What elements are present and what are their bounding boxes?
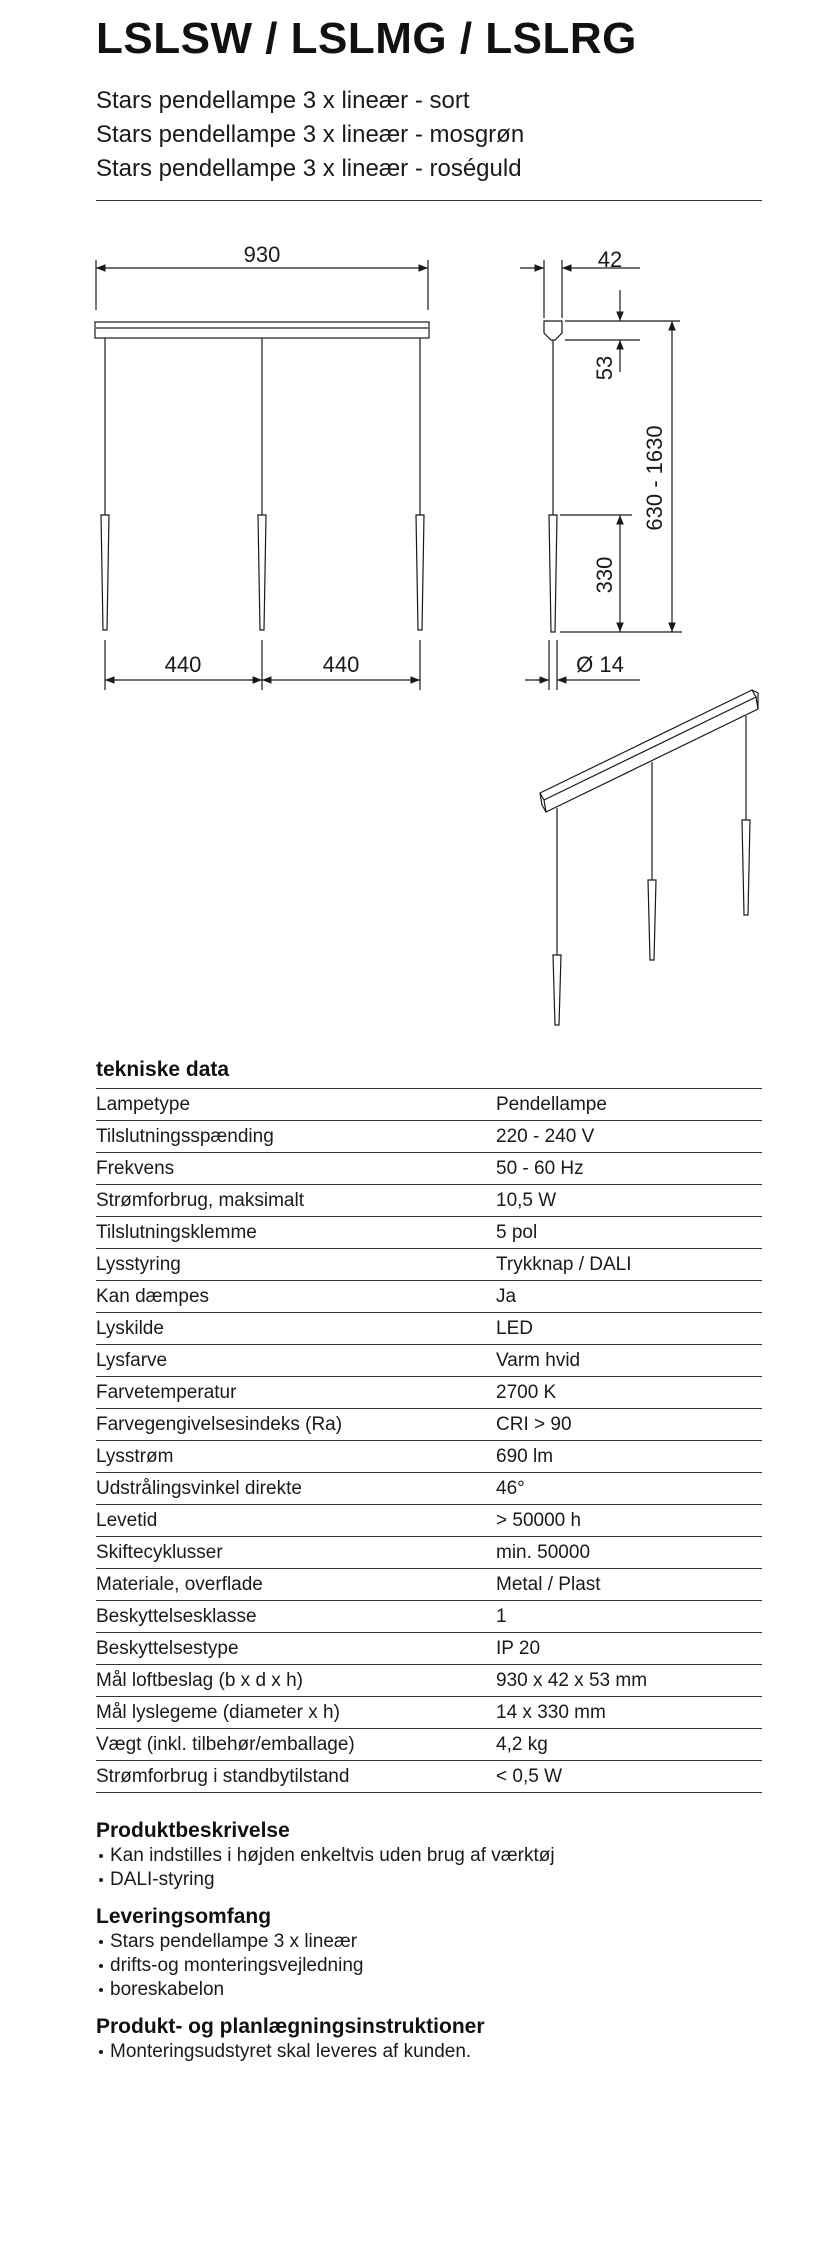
list-item: Kan indstilles i højden enkeltvis uden brug af værktøj bbox=[96, 1844, 555, 1868]
table-row bbox=[96, 1377, 762, 1409]
spec-value: < 0,5 W bbox=[496, 1765, 562, 1787]
spec-label: Lysfarve bbox=[96, 1349, 168, 1371]
pendant-body bbox=[416, 515, 424, 630]
spec-value: 46° bbox=[496, 1477, 525, 1499]
delivery-heading: Leveringsomfang bbox=[96, 1905, 272, 1928]
pendant-body bbox=[742, 820, 750, 915]
spec-label: Udstrålingsvinkel direkte bbox=[96, 1477, 302, 1499]
table-row bbox=[96, 1153, 762, 1185]
table-row bbox=[96, 1601, 762, 1633]
pendant-body bbox=[101, 515, 109, 630]
spec-label: Frekvens bbox=[96, 1157, 175, 1179]
list-item: Monteringsudstyret skal leveres af kunden. bbox=[96, 2040, 485, 2064]
page-title: LSLSW / LSLMG / LSLRG bbox=[96, 14, 637, 63]
spec-value: CRI > 90 bbox=[496, 1413, 572, 1435]
spec-value: IP 20 bbox=[496, 1637, 541, 1659]
tech-data-heading: tekniske data bbox=[96, 1058, 230, 1081]
spec-value: min. 50000 bbox=[496, 1541, 591, 1563]
subtitle-rose-gold: Stars pendellampe 3 x lineær - roséguld bbox=[96, 155, 522, 182]
spec-value: Varm hvid bbox=[496, 1349, 581, 1371]
spec-label: Vægt (inkl. tilbehør/emballage) bbox=[96, 1733, 355, 1755]
product-description-section bbox=[96, 1818, 555, 1892]
instructions-section bbox=[96, 2014, 485, 2064]
table-row bbox=[96, 1441, 762, 1473]
spec-label: Kan dæmpes bbox=[96, 1285, 210, 1307]
spec-label: Beskyttelsesklasse bbox=[96, 1605, 257, 1627]
spec-label: Skiftecyklusser bbox=[96, 1541, 223, 1563]
delivery-section bbox=[96, 1904, 363, 2002]
spec-value: LED bbox=[496, 1317, 533, 1339]
front-view bbox=[95, 260, 429, 690]
table-row bbox=[96, 1697, 762, 1729]
spec-value: > 50000 h bbox=[496, 1509, 582, 1531]
pendant-body bbox=[648, 880, 656, 960]
spec-value: 1 bbox=[496, 1605, 507, 1627]
spec-value: Ja bbox=[496, 1285, 517, 1307]
dim-suspension-range: 630 - 1630 bbox=[642, 425, 667, 531]
technical-drawing bbox=[0, 230, 824, 1050]
spec-label: Levetid bbox=[96, 1509, 158, 1531]
dim-depth: 42 bbox=[597, 247, 623, 272]
spec-label: Farvegengivelsesindeks (Ra) bbox=[96, 1413, 343, 1435]
table-row bbox=[96, 1633, 762, 1665]
perspective-rail-side bbox=[544, 697, 758, 812]
list-item: DALI-styring bbox=[96, 1868, 555, 1892]
table-row bbox=[96, 1569, 762, 1601]
pendant-body bbox=[553, 955, 561, 1025]
spec-label: Lysstyring bbox=[96, 1253, 181, 1275]
list-item: drifts-og monteringsvejledning bbox=[96, 1954, 363, 1978]
spec-value: 5 pol bbox=[496, 1221, 538, 1243]
dim-spacing-right: 440 bbox=[322, 652, 360, 677]
table-row bbox=[96, 1473, 762, 1505]
table-row bbox=[96, 1089, 762, 1121]
table-row bbox=[96, 1249, 762, 1281]
spec-value: 690 lm bbox=[496, 1445, 554, 1467]
table-row bbox=[96, 1217, 762, 1249]
table-row bbox=[96, 1505, 762, 1537]
spec-value: 14 x 330 mm bbox=[496, 1701, 606, 1723]
table-row bbox=[96, 1729, 762, 1761]
subtitle-black: Stars pendellampe 3 x lineær - sort bbox=[96, 87, 470, 114]
table-row bbox=[96, 1665, 762, 1697]
spec-value: 50 - 60 Hz bbox=[496, 1157, 584, 1179]
dim-total-width: 930 bbox=[243, 242, 281, 267]
spec-label: Beskyttelsestype bbox=[96, 1637, 239, 1659]
spec-value: Pendellampe bbox=[496, 1093, 607, 1115]
table-row bbox=[96, 1281, 762, 1313]
spec-value: 2700 K bbox=[496, 1381, 557, 1403]
dim-canopy-height: 53 bbox=[592, 355, 617, 381]
table-row bbox=[96, 1185, 762, 1217]
spec-label: Lysstrøm bbox=[96, 1445, 174, 1467]
table-row bbox=[96, 1761, 762, 1793]
pendant-body bbox=[549, 515, 557, 632]
spec-value: 10,5 W bbox=[496, 1189, 557, 1211]
canopy-rail bbox=[95, 322, 429, 338]
pendant-body bbox=[258, 515, 266, 630]
canopy-profile bbox=[544, 321, 562, 340]
table-row bbox=[96, 1409, 762, 1441]
spec-label: Tilslutningsspænding bbox=[96, 1125, 274, 1147]
table-row bbox=[96, 1313, 762, 1345]
spec-label: Tilslutningsklemme bbox=[96, 1221, 257, 1243]
subtitle-list bbox=[96, 84, 524, 186]
perspective-rail bbox=[540, 690, 756, 800]
instructions-heading: Produkt- og planlægningsinstruktioner bbox=[96, 2015, 485, 2038]
spec-value: Metal / Plast bbox=[496, 1573, 601, 1595]
table-row bbox=[96, 1537, 762, 1569]
perspective-view bbox=[540, 690, 758, 1025]
spec-label: Farvetemperatur bbox=[96, 1381, 237, 1403]
list-item: boreskabelon bbox=[96, 1978, 363, 2002]
spec-value: 930 x 42 x 53 mm bbox=[496, 1669, 648, 1691]
spec-label: Mål loftbeslag (b x d x h) bbox=[96, 1669, 303, 1691]
table-row bbox=[96, 1121, 762, 1153]
dim-body-height: 330 bbox=[592, 556, 617, 594]
header-divider bbox=[96, 200, 762, 201]
list-item: Stars pendellampe 3 x lineær bbox=[96, 1930, 363, 1954]
dim-spacing-left: 440 bbox=[164, 652, 202, 677]
spec-value: Trykknap / DALI bbox=[496, 1253, 632, 1275]
spec-label: Lampetype bbox=[96, 1093, 191, 1115]
tech-data-table bbox=[96, 1088, 762, 1793]
subtitle-moss-green: Stars pendellampe 3 x lineær - mosgrøn bbox=[96, 121, 525, 148]
spec-label: Strømforbrug, maksimalt bbox=[96, 1189, 304, 1211]
spec-label: Lyskilde bbox=[96, 1317, 164, 1339]
product-description-heading: Produktbeskrivelse bbox=[96, 1819, 290, 1842]
spec-value: 220 - 240 V bbox=[496, 1125, 595, 1147]
dim-diameter: Ø 14 bbox=[576, 652, 624, 677]
spec-value: 4,2 kg bbox=[496, 1733, 548, 1755]
table-row bbox=[96, 1345, 762, 1377]
spec-label: Strømforbrug i standbytilstand bbox=[96, 1765, 350, 1787]
spec-label: Materiale, overflade bbox=[96, 1573, 263, 1595]
spec-label: Mål lyslegeme (diameter x h) bbox=[96, 1701, 340, 1723]
